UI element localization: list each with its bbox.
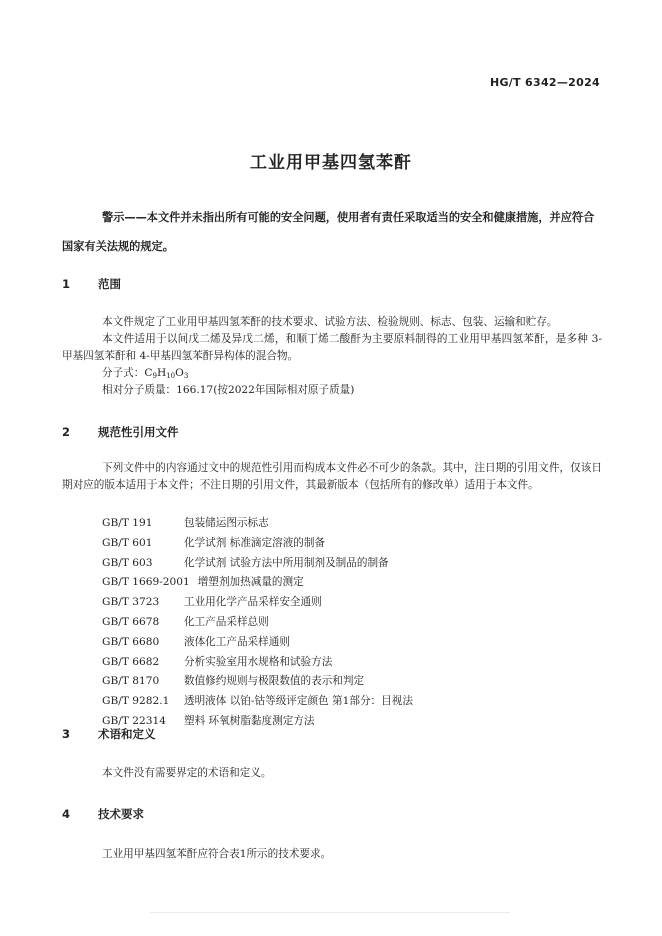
technical-requirements-text: 工业用甲基四氢苯酐应符合表1所示的技术要求。 bbox=[102, 848, 332, 860]
section-number: 4 bbox=[62, 807, 71, 821]
section-heading-terms bbox=[62, 726, 156, 742]
terms-text: 本文件没有需要界定的术语和定义。 bbox=[102, 767, 272, 779]
reference-title: 透明液体 以铂-钴等级评定颜色 第1部分：目视法 bbox=[184, 695, 413, 708]
molecular-formula bbox=[102, 365, 188, 382]
reference-code: GB/T 3723 bbox=[102, 596, 160, 609]
formula-o: O bbox=[175, 367, 184, 379]
section-title: 术语和定义 bbox=[98, 727, 156, 741]
section-number: 1 bbox=[62, 277, 71, 291]
reference-title: 塑料 环氧树脂黏度测定方法 bbox=[184, 714, 315, 727]
reference-item bbox=[102, 593, 413, 613]
section-number: 3 bbox=[62, 727, 71, 741]
reference-item bbox=[102, 573, 413, 593]
reference-code: GB/T 603 bbox=[102, 556, 153, 569]
reference-title: 数值修约规则与极限数值的表示和判定 bbox=[184, 675, 365, 688]
section-number: 2 bbox=[62, 425, 71, 439]
reference-title: 化学试剂 试验方法中所用制剂及制品的制备 bbox=[184, 556, 389, 569]
formula-label: 分子式： bbox=[102, 367, 145, 379]
reference-item bbox=[102, 653, 413, 673]
reference-code: GB/T 6680 bbox=[102, 635, 160, 648]
formula-c-sub: 9 bbox=[152, 372, 157, 380]
reference-code: GB/T 22314 bbox=[102, 714, 166, 727]
reference-code: GB/T 8170 bbox=[102, 675, 160, 688]
reference-title: 液体化工产品采样通则 bbox=[184, 635, 290, 648]
document-code: HG/T 6342—2024 bbox=[489, 76, 600, 89]
section-heading-scope bbox=[62, 276, 121, 292]
formula-c: C bbox=[144, 367, 153, 379]
reference-item bbox=[102, 514, 413, 534]
footer-divider bbox=[150, 912, 510, 913]
scope-paragraph-1: 本文件规定了工业用甲基四氢苯酐的技术要求、试验方法、检验规则、标志、包装、运输和贮存。 bbox=[102, 316, 558, 328]
relative-molecular-mass: 相对分子质量：166.17(按2022年国际相对原子质量) bbox=[102, 384, 355, 396]
reference-item bbox=[102, 534, 413, 554]
reference-title: 分析实验室用水规格和试验方法 bbox=[184, 655, 333, 668]
section-title: 技术要求 bbox=[98, 807, 144, 821]
reference-item bbox=[102, 633, 413, 653]
formula-h-sub: 10 bbox=[166, 372, 176, 380]
scope-paragraph-2: 本文件适用于以间戊二烯及异戊二烯，和顺丁烯二酸酐为主要原料制得的工业用甲基四氢苯酐，是多种 3-甲基四氢苯酐和 4-甲基四氢苯酐异构体的混合物。 bbox=[62, 333, 602, 362]
section-heading-technical-requirements bbox=[62, 806, 144, 822]
reference-title: 包装储运图示标志 bbox=[184, 517, 269, 529]
reference-code: GB/T 6678 bbox=[102, 615, 160, 628]
formula-h: H bbox=[156, 367, 167, 379]
references-intro: 下列文件中的内容通过文中的规范性引用而构成本文件必不可少的条款。其中，注日期的引用文件，仅该日期对应的版本适用于本文件；不注日期的引用文件，其最新版本（包括所有的修改单）适用于本文件。 bbox=[62, 462, 602, 491]
reference-code: GB/T 601 bbox=[102, 536, 153, 549]
reference-code: GB/T 1669-2001 bbox=[102, 576, 190, 589]
reference-code: GB/T 191 bbox=[102, 517, 153, 529]
reference-item bbox=[102, 692, 413, 712]
section-title: 规范性引用文件 bbox=[98, 425, 179, 439]
reference-title: 化学试剂 标准滴定溶液的制备 bbox=[184, 536, 326, 549]
reference-item bbox=[102, 554, 413, 574]
reference-list bbox=[102, 514, 413, 732]
reference-title: 化工产品采样总则 bbox=[184, 615, 269, 628]
reference-title: 增塑剂加热减量的测定 bbox=[197, 576, 304, 589]
reference-code: GB/T 9282.1 bbox=[102, 695, 170, 708]
reference-item bbox=[102, 613, 413, 633]
reference-code: GB/T 6682 bbox=[102, 655, 160, 668]
reference-title: 工业用化学产品采样安全通则 bbox=[184, 596, 322, 609]
document-title: 工业用甲基四氢苯酐 bbox=[250, 153, 412, 173]
reference-item bbox=[102, 672, 413, 692]
section-heading-normative-references bbox=[62, 424, 179, 440]
formula-o-sub: 3 bbox=[183, 372, 189, 380]
section-title: 范围 bbox=[98, 277, 121, 291]
safety-warning: 警示——本文件并未指出所有可能的安全问题，使用者有责任采取适当的安全和健康措施，并应符合国家有关法规的规定。 bbox=[62, 211, 595, 253]
